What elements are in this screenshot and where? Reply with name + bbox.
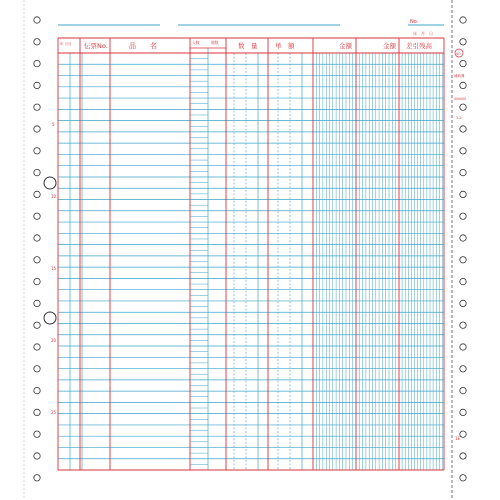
number-mark: No. (410, 19, 419, 25)
header-voucher-no: 伝票No. (84, 42, 108, 50)
header-unit-price: 単 額 (275, 42, 295, 50)
date-header: 年 月 日 (413, 31, 433, 36)
header-amount-2: 金額 (383, 42, 396, 50)
stamp-label-b: 000000 (454, 97, 467, 101)
stamp-label-a: 補助簿 (454, 74, 465, 78)
row-number: 15 (51, 266, 57, 271)
header-in-count: 入数 (192, 40, 200, 45)
header-month-day: 年 月日 (60, 42, 72, 46)
stamp-label-c: 1-2 (456, 116, 462, 120)
header-box-count: 箱数 (211, 40, 219, 45)
header-quantity: 数 量 (238, 42, 258, 50)
header-amount-1: 金額 (339, 42, 352, 50)
stamp-circle-text: 00 (456, 52, 461, 56)
header-item-name: 品 名 (129, 42, 157, 50)
bottom-mark: 1E (455, 436, 461, 441)
row-number: 25 (51, 410, 57, 415)
row-number: 5 (52, 122, 55, 127)
row-number: 20 (51, 338, 57, 343)
header-balance: 差引残高 (406, 42, 432, 50)
row-number: 10 (51, 194, 57, 199)
